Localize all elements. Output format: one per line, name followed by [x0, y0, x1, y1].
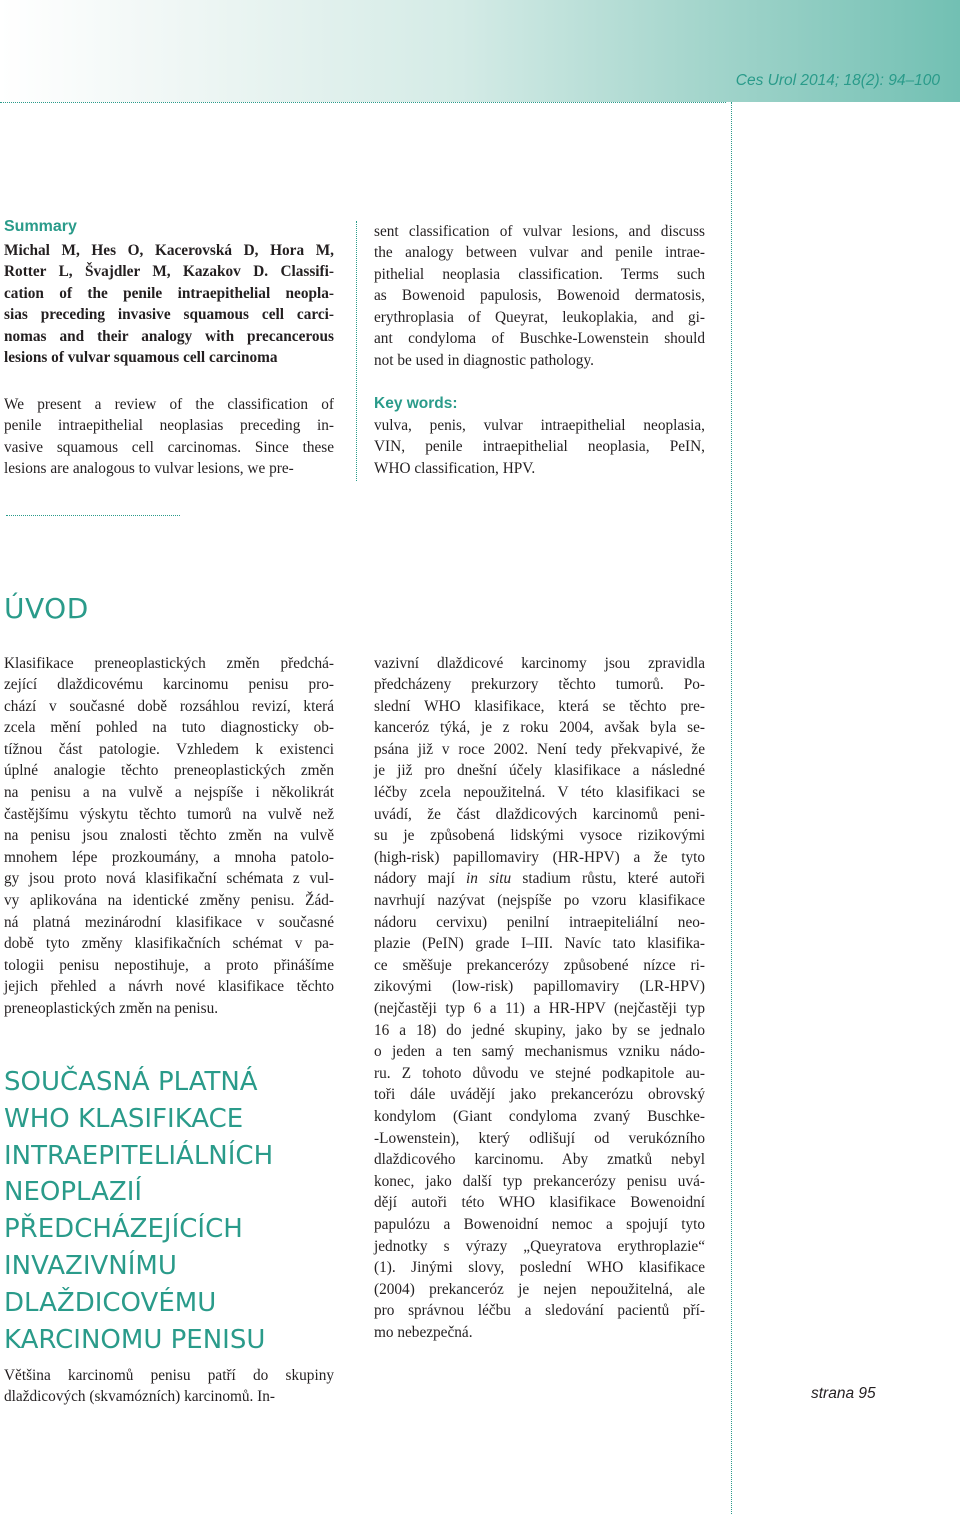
- body-text-line: su je způsobená lidskými vysoce rizikovými: [374, 827, 705, 845]
- section-2-paragraph-continued: [374, 653, 705, 1344]
- body-text-line: častějšímu výskytu těchto tumorů na vulvě než: [4, 805, 334, 823]
- summary-right-column: [374, 221, 705, 480]
- body-text-line: kondylom (Giant condyloma zvaný Buschke-: [374, 1107, 705, 1125]
- abstract-line: ant condyloma of Buschke-Lowenstein should: [374, 330, 705, 348]
- body-text-line: vy aplikována na identické změny penisu. Žád-: [4, 892, 334, 910]
- summary-citation-line: sias preceding invasive squamous cell carci-: [4, 306, 334, 324]
- body-text-line: zející dlaždicovému karcinomu penisu pro-: [4, 676, 334, 694]
- uvod-heading: ÚVOD: [4, 592, 89, 625]
- section-title-line: WHO KLASIFIKACE: [4, 1103, 244, 1134]
- abstract-line: We present a review of the classification of: [4, 395, 334, 413]
- keywords-line: VIN, penile intraepithelial neoplasia, PeIN,: [374, 438, 705, 456]
- journal-reference: Ces Urol 2014; 18(2): 94–100: [735, 72, 940, 89]
- body-text-line: kanceróz týká, je z roku 2004, avšak byla se-: [374, 719, 705, 737]
- body-text-line: léčby zcela nepoužitelná. V této klasifikaci se: [374, 784, 705, 802]
- summary-heading: Summary: [4, 218, 77, 235]
- body-text-line: toři dále uvádějí jako prekancerózu obrovský: [374, 1086, 705, 1104]
- body-text-line: gy jsou proto nová klasifikační schémata z vul-: [4, 870, 334, 888]
- keywords-block: [374, 393, 705, 480]
- uvod-paragraph: [4, 653, 334, 1020]
- body-text-line: pro správnou léčbu a sledování pacientů pří-: [374, 1302, 705, 1320]
- body-text-line: tologii penisu nepostihuje, a proto přinášíme: [4, 956, 334, 974]
- summary-column-divider: [356, 221, 357, 481]
- body-text-line: uvádí, že část dlaždicových karcinomů peni-: [374, 805, 705, 823]
- body-text-line: (high-risk) papillomaviry (HR-HPV) a že tyto: [374, 848, 705, 866]
- abstract-line: sent classification of vulvar lesions, and discuss: [374, 222, 705, 240]
- body-text-line: (2004) prekanceróz je nejen nepoužitelná, ale: [374, 1280, 705, 1298]
- body-text-line: nádoru cervixu) penilní intraepiteliální neo-: [374, 913, 705, 931]
- summary-citation-line: Rotter L, Švajdler M, Kazakov D. Classifi-: [4, 263, 334, 281]
- body-text-line: ce směšuje prekancerózy způsobené nízce ri-: [374, 956, 705, 974]
- body-text-line: papulózu a Bowenoidní nemoc a spojují tyto: [374, 1215, 705, 1233]
- body-text-line: dlaždicových (skvamózních) karcinomů. In-: [4, 1388, 275, 1406]
- abstract-line: the analogy between vulvar and penile intrae-: [374, 244, 705, 262]
- body-text-line: (nejčastěji typ 6 a 11) a HR-HPV (nejčastěji typ: [374, 1000, 705, 1017]
- abstract-line: not be used in diagnostic pathology.: [374, 352, 594, 370]
- section-2-title: [4, 1064, 273, 1358]
- body-text-line: Většina karcinomů penisu patří do skupiny: [4, 1366, 334, 1384]
- keywords-line: WHO classification, HPV.: [374, 459, 536, 477]
- section-title-line: PŘEDCHÁZEJÍCÍCH: [4, 1214, 243, 1245]
- body-text-line: ru. Z tohoto důvodu ve stejné podkapitole au-: [374, 1064, 705, 1082]
- summary-citation-line: nomas and their analogy with precancerous: [4, 327, 334, 345]
- abstract-line: erythroplasia of Queyrat, leukoplakia, and gi-: [374, 308, 705, 326]
- body-text-line: nádory mají in situ stadium růstu, které autoři: [374, 870, 706, 888]
- body-text-line: 16 a 18) do jedné skupiny, jako by se jednalo: [374, 1021, 705, 1039]
- body-text-line: (1). Jinými slovy, poslední WHO klasifikace: [374, 1259, 705, 1277]
- body-text-line: navrhují nazývat (nejspíše po vzoru klasifikace: [374, 892, 705, 910]
- body-text-line: dějí autoři této WHO klasifikace Bowenoidní: [374, 1194, 705, 1212]
- summary-abstract-right: [374, 221, 705, 372]
- body-text-line: předcházeny prekurzory těchto tumorů. Po-: [374, 676, 705, 694]
- body-text-line: Klasifikace preneoplastických změn předchá-: [4, 654, 334, 672]
- body-text-line: mo nebezpečná.: [374, 1323, 473, 1341]
- header-band: [0, 0, 960, 102]
- body-text-line: o jeden a ten samý mechanismus vzniku nádo-: [374, 1043, 705, 1061]
- abstract-line: lesions are analogous to vulvar lesions, we pre-: [4, 460, 294, 478]
- abstract-line: pithelial neoplasia classification. Terms such: [374, 265, 705, 283]
- summary-citation: [4, 240, 334, 370]
- section-title-line: INTRAEPITELIÁLNÍCH: [4, 1140, 274, 1171]
- summary-abstract-left: [4, 394, 334, 480]
- section-title-line: NEOPLAZIÍ: [4, 1177, 143, 1208]
- page-number: strana 95: [811, 1385, 876, 1402]
- body-text-line: preneoplastických změn na penisu.: [4, 1000, 219, 1017]
- summary-citation-line: lesions of vulvar squamous cell carcinoma: [4, 349, 278, 367]
- body-text-line: chází v současné době rozsáhlou revizí, která: [4, 697, 334, 715]
- section-title-line: INVAZIVNÍMU: [4, 1250, 177, 1281]
- body-text-line: slední WHO klasifikace, která se těchto pre-: [374, 697, 705, 715]
- body-text-line: vazivní dlaždicové karcinomy jsou zpravidla: [374, 654, 705, 672]
- latin-term: in situ: [466, 870, 512, 888]
- section-title-line: DLAŽDICOVÉMU: [4, 1287, 217, 1318]
- section-title-line: KARCINOMU PENISU: [4, 1324, 266, 1355]
- section-title-line: SOUČASNÁ PLATNÁ: [4, 1067, 258, 1097]
- body-text-line: konec, jako další typ prekancerózy penisu uvá-: [374, 1172, 705, 1190]
- keywords-list: [374, 415, 705, 480]
- top-dotted-rule: [0, 102, 726, 103]
- summary-end-rule: [6, 515, 180, 516]
- body-text-line: dlaždicového karcinomu. Aby zmatků nebyl: [374, 1151, 705, 1169]
- body-text-line: -Lowenstein), který odlišují od verukózního: [374, 1129, 705, 1147]
- body-text-line: na penisu jsou znalosti těchto změn na vulvě: [4, 827, 334, 845]
- body-text-line: jednotky s výrazy „Queyratova erythroplazie“: [374, 1237, 705, 1255]
- body-text-line: zikovými (low-risk) papillomaviry (LR-HPV): [374, 978, 705, 996]
- body-text-line: na penisu a na vulvě a nejspíše i několikrát: [4, 784, 334, 802]
- body-text-line: plazie (PeIN) grade I–III. Navíc tato klasifika-: [374, 935, 705, 953]
- abstract-line: as Bowenoid papulosis, Bowenoid dermatosis,: [374, 287, 705, 305]
- body-text-line: jejich přehled a návrh nové klasifikace těchto: [4, 978, 334, 996]
- body-text-line: je již pro dnešní účely klasifikace a následné: [374, 762, 705, 780]
- section-2-paragraph-start: [4, 1365, 334, 1408]
- body-text-line: tížnou část patologie. Vzhledem k existenci: [4, 740, 334, 758]
- body-text-line: ná platná mezinárodní klasifikace v současné: [4, 913, 334, 931]
- body-text-line: mnohem lépe prozkoumány, a mnoha patolo-: [4, 848, 334, 866]
- body-text-line: době tyto změny klasifikačních schémat v pa-: [4, 935, 334, 953]
- body-text-line: psána již v roce 2002. Není tedy překvapivé, že: [374, 740, 705, 758]
- abstract-line: penile intraepithelial neoplasias preceding in-: [4, 417, 334, 435]
- body-text-line: zcela mění pohled na tuto diagnosticky ob-: [4, 719, 334, 737]
- abstract-line: vasive squamous cell carcinomas. Since these: [4, 438, 334, 456]
- keywords-line: vulva, penis, vulvar intraepithelial neoplasia,: [374, 416, 705, 434]
- summary-citation-line: Michal M, Hes O, Kacerovská D, Hora M,: [4, 241, 334, 259]
- summary-citation-line: cation of the penile intraepithelial neopla-: [4, 284, 334, 302]
- right-dotted-rule: [731, 102, 732, 1514]
- body-text-line: úplné analogie těchto preneoplastických změn: [4, 762, 334, 780]
- keywords-heading: Key words:: [374, 394, 458, 412]
